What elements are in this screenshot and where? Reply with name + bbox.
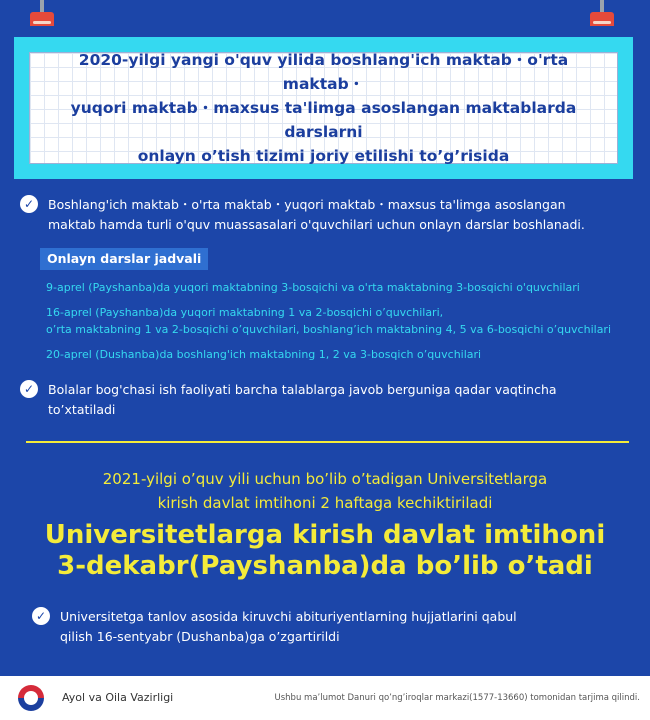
exam-item-text: Universitetga tanlov asosida kiruvchi abituriyentlarning hujjatlarini qabul qilish 16-sentyabr (Dushanba)ga o’zgartirildi xyxy=(60,609,517,644)
kindergarten-text: Bolalar bog'chasi ish faoliyati barcha talablarga javob berguniga qadar vaqtincha to’xtatiladi xyxy=(48,382,557,417)
page-title: 2020-yilgi yangi o'quv yilida boshlang'ich maktab・o'rta maktab・ yuqori maktab・maxsus ta'limga asoslangan maktablarda darslarni onlayn o’tish tizimi joriy etilishi to’g’risida xyxy=(70,51,577,165)
section-divider xyxy=(26,441,629,443)
hanging-lamp-icon-left xyxy=(30,0,54,26)
intro-item xyxy=(20,195,585,235)
schedule-entry-3: 20-aprel (Dushanba)da boshlang'ich maktabning 1, 2 va 3-bosqich o’quvchilari xyxy=(46,348,482,361)
title-board-paper xyxy=(29,52,618,164)
ministry-name: Ayol va Oila Vazirligi xyxy=(62,691,174,704)
government-emblem-icon xyxy=(18,685,44,711)
title-board xyxy=(14,37,633,179)
check-circle-icon: ✓ xyxy=(20,380,38,398)
intro-text: Boshlang'ich maktab・o'rta maktab・yuqori maktab・maxsus ta'limga asoslangan maktab hamda turli o'quv muassasalari o'quvchilari uchun onlayn darslar boshlanadi. xyxy=(48,197,585,232)
exam-subheading: 2021-yilgi o’quv yili uchun bo’lib o’tadigan Universitetlarga kirish davlat imtihoni 2 haftaga kechiktiriladi xyxy=(102,470,548,512)
translation-credit: Ushbu ma’lumot Danuri qo’ng’iroqlar markazi(1577-13660) tomonidan tarjima qilindi. xyxy=(274,693,640,703)
check-circle-icon: ✓ xyxy=(20,195,38,213)
schedule-entry-2: 16-aprel (Payshanba)da yuqori maktabning 1 va 2-bosqichi o’quvchilari, o’rta maktabning 1 va 2-bosqichi o’quvchilari, boshlang’ich maktabning 4, 5 va 6-bosqichi o’quvchilari xyxy=(46,306,612,336)
exam-item xyxy=(32,607,517,647)
footer xyxy=(0,676,650,720)
exam-headline: Universitetlarga kirish davlat imtihoni 3-dekabr(Payshanba)da bo’lib o’tadi xyxy=(44,520,606,581)
check-circle-icon: ✓ xyxy=(32,607,50,625)
hanging-lamp-icon-right xyxy=(590,0,614,26)
kindergarten-item xyxy=(20,380,557,420)
schedule-label: Onlayn darslar jadvali xyxy=(40,248,208,270)
schedule-entry-1: 9-aprel (Payshanba)da yuqori maktabning 3-bosqichi va o'rta maktabning 3-bosqichi o'quvchilari xyxy=(46,281,580,294)
